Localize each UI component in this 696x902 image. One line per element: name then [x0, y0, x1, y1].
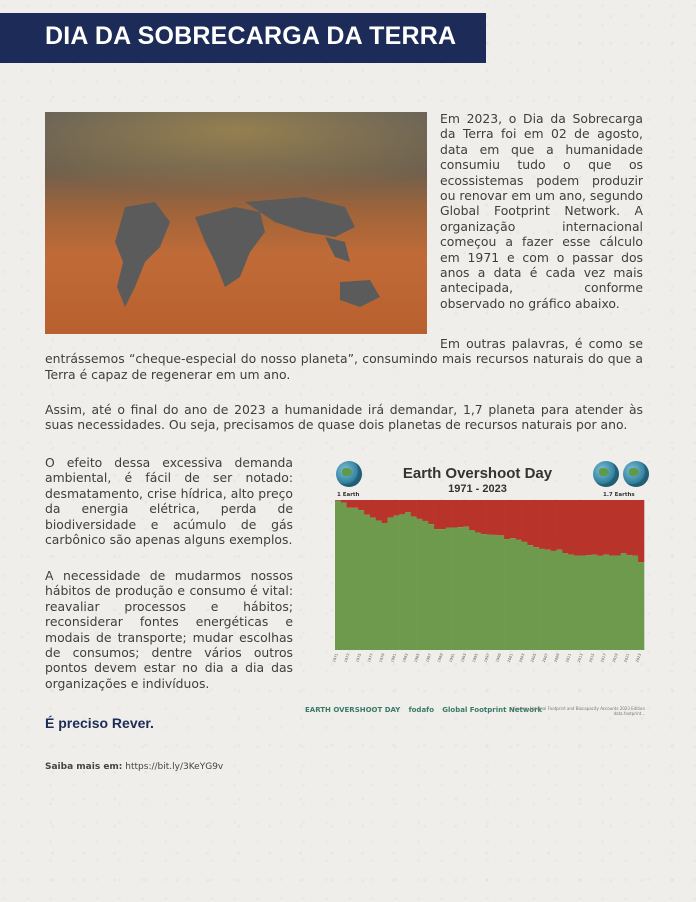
intro-paragraph: Em 2023, o Dia da Sobrecarga da Terra foi em 02 de agosto, data em que a humanidade consumiu tudo o que os ecossistemas podem produzir ou renovar em um ano, segundo Global Footprint Network. A organização internacional começou a fazer esse cálculo em 1971 e com o passar dos anos a data é cada vez mais antecipada, conforme observado no gráfico abaixo. — [440, 111, 643, 311]
within-bar — [446, 528, 452, 650]
overshoot-bar — [446, 500, 452, 528]
x-tick-label: 2019 — [611, 652, 619, 663]
x-tick-label: 2007 — [541, 652, 549, 663]
within-bar — [627, 555, 633, 650]
overshoot-bar — [621, 500, 627, 553]
within-bar — [504, 539, 510, 650]
within-bar — [358, 510, 364, 650]
within-bar — [364, 515, 370, 650]
within-bar — [376, 521, 382, 650]
within-bar — [440, 529, 446, 650]
overshoot-bar — [469, 500, 475, 530]
x-tick-label: 2023 — [635, 652, 643, 663]
within-bar — [387, 518, 393, 650]
overshoot-bar — [516, 500, 522, 540]
within-bar — [457, 527, 463, 650]
within-bar — [370, 518, 376, 650]
within-bar — [341, 502, 347, 650]
within-bar — [487, 535, 493, 650]
page-title: DIA DA SOBRECARGA DA TERRA — [45, 22, 457, 50]
x-tick-label: 1987 — [425, 652, 433, 663]
within-bar — [574, 555, 580, 650]
x-tick-label: 2003 — [518, 652, 526, 663]
more-info-label: Saiba mais em: — [45, 762, 123, 772]
within-bar — [452, 528, 458, 650]
overshoot-bar — [358, 500, 364, 510]
within-bar — [592, 555, 598, 650]
overshoot-bar — [399, 500, 405, 514]
overshoot-bar — [370, 500, 376, 518]
within-bar — [428, 524, 434, 650]
within-bar — [527, 545, 533, 650]
more-info — [45, 762, 223, 772]
within-bar — [557, 550, 563, 650]
logo-overshoot: EARTH OVERSHOOT DAY — [305, 706, 401, 714]
overshoot-bar — [557, 500, 563, 550]
overshoot-bar — [551, 500, 557, 551]
overshoot-bar — [609, 500, 615, 555]
within-bar — [393, 516, 399, 650]
world-map-image — [45, 112, 427, 334]
overshoot-bar — [428, 500, 434, 524]
overshoot-bar — [382, 500, 388, 523]
x-tick-label: 1997 — [483, 652, 491, 663]
overshoot-bar — [376, 500, 382, 521]
overshoot-bar — [393, 500, 399, 516]
x-tick-label: 1993 — [460, 652, 468, 663]
overshoot-bar — [405, 500, 411, 512]
x-tick-label: 2021 — [623, 652, 631, 663]
overshoot-bar — [387, 500, 393, 518]
within-bar — [638, 562, 644, 650]
within-bar — [621, 553, 627, 650]
within-bar — [481, 534, 487, 650]
within-bar — [615, 555, 621, 650]
closing-statement: É preciso Rever. — [45, 715, 154, 731]
logo-gfn: Global Footprint Network — [442, 706, 543, 714]
within-bar — [399, 514, 405, 650]
overshoot-bar — [603, 500, 609, 555]
within-bar — [417, 519, 423, 650]
overshoot-bar — [522, 500, 528, 542]
left-globe-label: 1 Earth — [337, 492, 360, 498]
overshoot-bar — [498, 500, 504, 535]
within-bar — [586, 555, 592, 650]
logo-fodafo: fodafo — [408, 706, 435, 714]
overshoot-bar — [457, 500, 463, 527]
x-tick-label: 1981 — [390, 652, 398, 663]
overshoot-bar — [411, 500, 417, 516]
within-bar — [382, 523, 388, 650]
chart-title: Earth Overshoot Day — [402, 465, 553, 482]
x-tick-label: 1983 — [401, 652, 409, 663]
within-bar — [597, 556, 603, 650]
overshoot-bar — [434, 500, 440, 529]
overshoot-bar — [481, 500, 487, 534]
right-globe-label: 1.7 Earths — [603, 492, 635, 498]
overshoot-bar — [592, 500, 598, 555]
overshoot-bar — [487, 500, 493, 535]
x-tick-label: 1991 — [448, 652, 456, 663]
overshoot-bar — [627, 500, 633, 555]
overshoot-bar — [545, 500, 551, 550]
x-tick-label: 1977 — [366, 652, 374, 663]
within-bar — [516, 540, 522, 650]
x-tick-label: 2011 — [565, 652, 573, 663]
x-tick-label: 2015 — [588, 652, 596, 663]
demand-paragraph: Assim, até o final do ano de 2023 a humanidade irá demandar, 1,7 planeta para atender às suas necessidades. Ou seja, precisamos de quase dois planetas de recursos naturais por ano. — [45, 402, 643, 433]
overshoot-bar — [568, 500, 574, 555]
x-tick-label: 1995 — [471, 652, 479, 663]
overshoot-bar — [615, 500, 621, 555]
chart-source: Source: National Footprint and Biocapacity Accounts 2023 Edition data.footprint... — [513, 706, 645, 716]
x-tick-label: 2005 — [530, 652, 538, 663]
within-bar — [510, 538, 516, 650]
x-tick-label: 1989 — [436, 652, 444, 663]
overshoot-bar — [475, 500, 481, 532]
habits-paragraph: A necessidade de mudarmos nossos hábitos de produção e consumo é vital: reavaliar processos e hábitos; reconsiderar fontes energéticas e modais de transporte; mudar escolhas de consumos; dentre vários outros pontos devem estar no dia a dia das organizações e indivíduos. — [45, 568, 293, 691]
world-map-icon — [45, 112, 427, 334]
within-bar — [609, 555, 615, 650]
within-bar — [352, 508, 358, 650]
x-tick-label: 1985 — [413, 652, 421, 663]
within-bar — [411, 516, 417, 650]
more-info-link[interactable]: https://bit.ly/3KeYG9v — [125, 762, 224, 772]
overshoot-bar — [510, 500, 516, 538]
overshoot-bar — [632, 500, 638, 555]
overshoot-bar — [341, 500, 347, 502]
within-bar — [568, 555, 574, 650]
x-tick-label: 2001 — [506, 652, 514, 663]
overshoot-bar — [638, 500, 644, 562]
overshoot-bar — [533, 500, 539, 547]
within-bar — [347, 508, 353, 650]
within-bar — [580, 555, 586, 650]
effects-paragraph: O efeito dessa excessiva demanda ambiental, é fácil de ser notado: desmatamento, crise hídrica, alto preço da energia elétrica, perda de biodiversidade e acúmulo de gás carbônico são apenas alguns exemplos. — [45, 455, 293, 548]
overshoot-bar — [352, 500, 358, 508]
within-bar — [405, 512, 411, 650]
chart-subtitle: 1971 - 2023 — [448, 483, 507, 495]
overshoot-chart — [305, 456, 650, 724]
within-bar — [422, 521, 428, 650]
x-tick-label: 1999 — [495, 652, 503, 663]
overshoot-bar — [597, 500, 603, 556]
within-bar — [562, 553, 568, 650]
title-bar — [0, 13, 486, 63]
within-bar — [463, 527, 469, 650]
within-bar — [632, 555, 638, 650]
overshoot-bar — [463, 500, 469, 527]
within-bar — [469, 530, 475, 650]
x-tick-label: 2017 — [600, 652, 608, 663]
within-bar — [475, 532, 481, 650]
x-tick-label: 1979 — [378, 652, 386, 663]
within-bar — [603, 555, 609, 650]
overshoot-bar — [347, 500, 353, 508]
overshoot-bar — [504, 500, 510, 539]
analogy-paragraph: Em outras palavras, é como se entrássemos “cheque-especial do nosso planeta”, consumindo mais recursos naturais do que a Terra é capaz de regenerar em um ano. — [45, 336, 643, 382]
overshoot-bar — [364, 500, 370, 515]
overshoot-bar — [335, 500, 341, 501]
within-bar — [434, 529, 440, 650]
overshoot-bar — [527, 500, 533, 545]
overshoot-bar — [562, 500, 568, 553]
chart-plot — [331, 500, 644, 672]
overshoot-bar — [452, 500, 458, 528]
within-bar — [545, 550, 551, 650]
within-bar — [551, 551, 557, 650]
overshoot-bar — [422, 500, 428, 521]
x-tick-label: 2013 — [576, 652, 584, 663]
within-bar — [539, 549, 545, 650]
x-tick-label: 1975 — [355, 652, 363, 663]
overshoot-bar — [417, 500, 423, 519]
overshoot-bar — [580, 500, 586, 555]
overshoot-bar — [492, 500, 498, 535]
x-tick-label: 1971 — [331, 652, 339, 663]
within-bar — [498, 535, 504, 650]
within-bar — [492, 535, 498, 650]
within-bar — [533, 547, 539, 650]
within-bar — [335, 501, 341, 650]
x-tick-label: 1973 — [343, 652, 351, 663]
within-bar — [522, 542, 528, 650]
overshoot-bar — [440, 500, 446, 529]
overshoot-bar — [539, 500, 545, 549]
overshoot-bar — [586, 500, 592, 555]
overshoot-bar — [574, 500, 580, 555]
x-tick-label: 2009 — [553, 652, 561, 663]
